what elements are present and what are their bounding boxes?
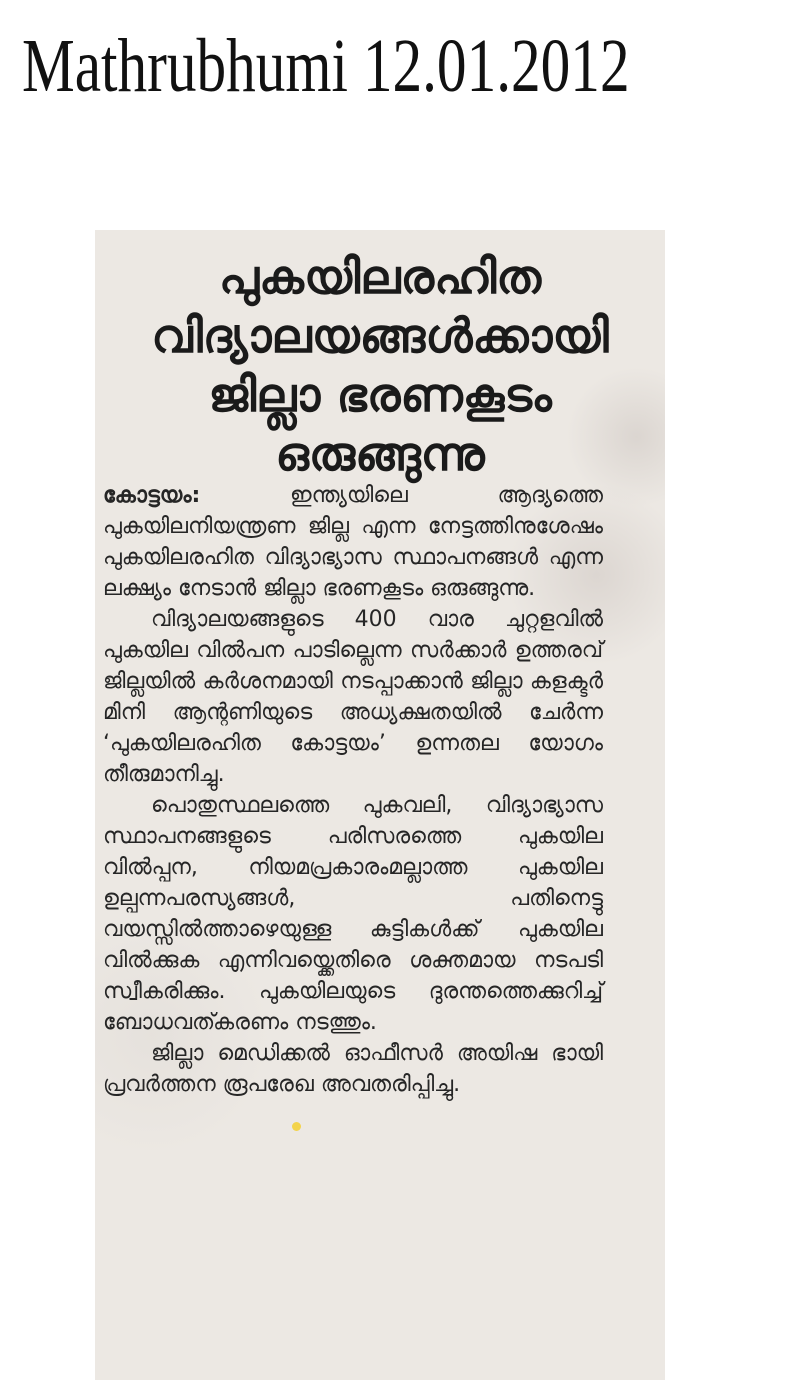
newspaper-clipping: [95, 230, 665, 1380]
article-paragraph-4: ജില്ലാ മെഡിക്കൽ ഓഫീസർ അയിഷ ഭായി പ്രവർത്തന രൂപരേഖ അവതരിപ്പിച്ചു.: [103, 1041, 603, 1097]
yellow-spot: [292, 1122, 301, 1131]
article-paragraph-1: [103, 480, 603, 604]
headline-line-2: വിദ്യാലയങ്ങൾക്കായി: [151, 309, 609, 364]
headline-line-1: പുകയിലരഹിത: [218, 250, 542, 305]
article-paragraph-3: പൊതുസ്ഥലത്തെ പുകവലി, വിദ്യാഭ്യാസ സ്ഥാപനങ്ങളുടെ പരിസരത്തെ പുകയില വിൽപ്പന, നിയമപ്രകാരംമല്ലാത്ത പുകയില ഉല്പന്നപരസ്യങ്ങൾ, പതിനെട്ടു വയസ്സിൽത്താഴെയുള്ള കുട്ടികൾക്ക് പുകയില വിൽക്കുക എന്നിവയ്ക്കെതിരെ ശക്തമായ നടപടി സ്വീകരിക്കും. പുകയിലയുടെ ദുരന്തത്തെക്കുറിച്ച് ബോധവത്കരണം നടത്തും.: [103, 793, 603, 1035]
article-headline: [95, 248, 665, 484]
headline-line-4: ഒരുങ്ങുന്നു: [275, 427, 485, 482]
article-paragraph-2: വിദ്യാലയങ്ങളുടെ 400 വാര ചുറ്റളവിൽ പുകയില വിൽപന പാടില്ലെന്ന സർക്കാർ ഉത്തരവ് ജില്ലയിൽ കർശനമായി നടപ്പാക്കാൻ ജില്ലാ കളക്ടർ മിനി ആന്റണിയുടെ അധ്യക്ഷതയിൽ ചേർന്ന ‘പുകയിലരഹിത കോട്ടയം’ ഉന്നതല യോഗം തീരുമാനിച്ചു.: [103, 607, 603, 787]
page-title: Mathrubhumi 12.01.2012: [22, 24, 630, 108]
article-paragraph-1-text: ഇന്ത്യയിലെ ആദ്യത്തെ പുകയിലനിയന്ത്രണ ജില്ല എന്ന നേട്ടത്തിനുശേഷം പുകയിലരഹിത വിദ്യാഭ്യാസ സ്ഥാപനങ്ങൾ എന്ന ലക്ഷ്യം നേടാൻ ജില്ലാ ഭരണകൂടം ഒരുങ്ങുന്നു.: [103, 483, 603, 601]
headline-line-3: ജില്ലാ ഭരണകൂടം: [208, 368, 552, 423]
article-body: [103, 480, 603, 1100]
article-dateline: കോട്ടയം:: [103, 483, 201, 508]
